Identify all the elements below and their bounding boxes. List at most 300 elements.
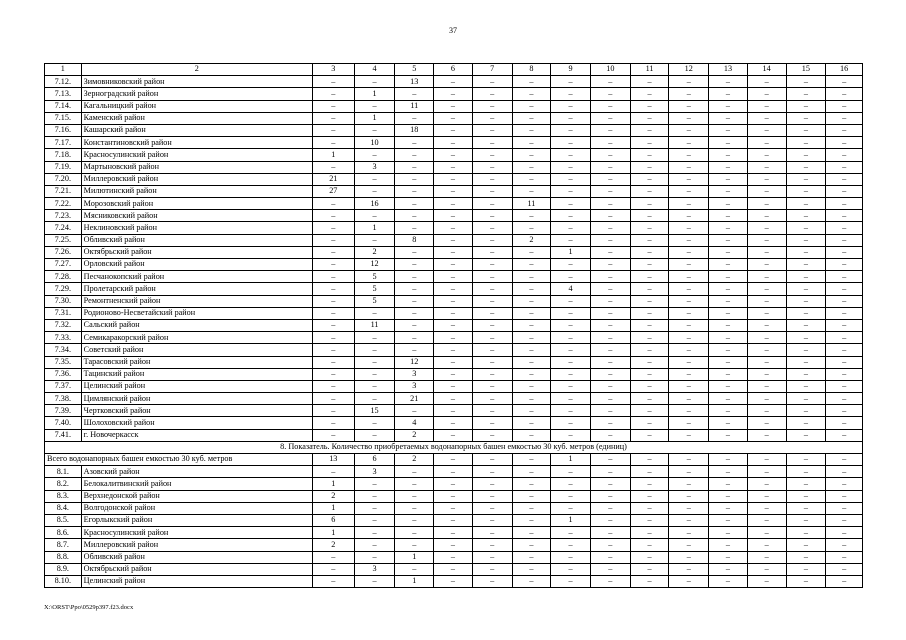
value-cell: –: [472, 380, 512, 392]
value-cell: –: [395, 514, 434, 526]
value-cell: –: [590, 124, 630, 136]
value-cell: –: [472, 173, 512, 185]
value-cell: –: [395, 246, 434, 258]
value-cell: –: [630, 124, 669, 136]
value-cell: –: [669, 405, 709, 417]
value-cell: –: [551, 173, 591, 185]
value-cell: –: [786, 259, 826, 271]
value-cell: –: [826, 137, 863, 149]
value-cell: –: [826, 210, 863, 222]
value-cell: –: [630, 307, 669, 319]
value-cell: –: [551, 332, 591, 344]
district-name: Сальский район: [81, 319, 312, 331]
row-index: 7.33.: [45, 332, 82, 344]
value-cell: –: [747, 380, 786, 392]
value-cell: 1: [354, 88, 395, 100]
value-cell: –: [512, 417, 551, 429]
row-index: 8.5.: [45, 514, 82, 526]
value-cell: 1: [354, 112, 395, 124]
value-cell: –: [630, 295, 669, 307]
document-table: [44, 63, 863, 588]
value-cell: –: [434, 478, 473, 490]
value-cell: –: [826, 368, 863, 380]
value-cell: –: [747, 234, 786, 246]
value-cell: –: [395, 137, 434, 149]
value-cell: –: [551, 234, 591, 246]
value-cell: 1: [551, 514, 591, 526]
column-number-header: 16: [826, 64, 863, 76]
value-cell: –: [669, 332, 709, 344]
value-cell: –: [590, 295, 630, 307]
value-cell: –: [395, 283, 434, 295]
table-row: [45, 575, 863, 587]
value-cell: –: [354, 429, 395, 441]
value-cell: 5: [354, 271, 395, 283]
value-cell: –: [472, 76, 512, 88]
table-row: [45, 198, 863, 210]
value-cell: –: [472, 234, 512, 246]
value-cell: –: [354, 393, 395, 405]
value-cell: –: [669, 514, 709, 526]
value-cell: –: [551, 344, 591, 356]
value-cell: –: [709, 234, 748, 246]
value-cell: –: [551, 466, 591, 478]
district-name: Советский район: [81, 344, 312, 356]
value-cell: –: [434, 185, 473, 197]
value-cell: –: [669, 222, 709, 234]
value-cell: –: [472, 100, 512, 112]
row-index: 8.6.: [45, 527, 82, 539]
value-cell: –: [590, 259, 630, 271]
value-cell: –: [354, 307, 395, 319]
column-number-header: 15: [786, 64, 826, 76]
value-cell: –: [434, 527, 473, 539]
value-cell: –: [312, 161, 354, 173]
value-cell: –: [786, 417, 826, 429]
value-cell: –: [512, 319, 551, 331]
value-cell: –: [312, 380, 354, 392]
value-cell: –: [551, 137, 591, 149]
value-cell: –: [630, 502, 669, 514]
value-cell: –: [395, 161, 434, 173]
value-cell: –: [630, 198, 669, 210]
value-cell: –: [826, 575, 863, 587]
value-cell: –: [826, 185, 863, 197]
total-value-cell: 1: [551, 454, 591, 466]
value-cell: –: [434, 222, 473, 234]
column-number-header: 7: [472, 64, 512, 76]
table-row: [45, 539, 863, 551]
table-row: [45, 490, 863, 502]
row-index: 7.35.: [45, 356, 82, 368]
value-cell: –: [630, 429, 669, 441]
value-cell: –: [747, 502, 786, 514]
value-cell: –: [826, 502, 863, 514]
value-cell: –: [747, 466, 786, 478]
value-cell: –: [786, 100, 826, 112]
value-cell: –: [434, 271, 473, 283]
row-index: 8.10.: [45, 575, 82, 587]
value-cell: –: [826, 112, 863, 124]
value-cell: –: [472, 124, 512, 136]
value-cell: –: [747, 210, 786, 222]
value-cell: –: [551, 307, 591, 319]
page-number: 37: [449, 26, 457, 35]
value-cell: –: [395, 490, 434, 502]
table-row: [45, 332, 863, 344]
value-cell: –: [630, 539, 669, 551]
value-cell: –: [590, 405, 630, 417]
value-cell: –: [472, 539, 512, 551]
value-cell: –: [354, 380, 395, 392]
value-cell: 16: [354, 198, 395, 210]
value-cell: –: [786, 295, 826, 307]
value-cell: –: [669, 575, 709, 587]
table-row: [45, 149, 863, 161]
value-cell: –: [826, 271, 863, 283]
value-cell: –: [630, 478, 669, 490]
district-name: Константиновский район: [81, 137, 312, 149]
value-cell: –: [747, 137, 786, 149]
value-cell: 1: [551, 246, 591, 258]
table-row: [45, 295, 863, 307]
value-cell: –: [312, 417, 354, 429]
value-cell: –: [747, 76, 786, 88]
value-cell: –: [472, 429, 512, 441]
table-row: [45, 222, 863, 234]
value-cell: –: [312, 198, 354, 210]
value-cell: –: [395, 112, 434, 124]
value-cell: –: [434, 502, 473, 514]
value-cell: –: [709, 405, 748, 417]
value-cell: –: [434, 514, 473, 526]
row-index: 8.4.: [45, 502, 82, 514]
value-cell: –: [512, 137, 551, 149]
value-cell: –: [630, 210, 669, 222]
value-cell: –: [590, 539, 630, 551]
value-cell: –: [590, 393, 630, 405]
value-cell: –: [472, 466, 512, 478]
value-cell: –: [709, 575, 748, 587]
value-cell: –: [590, 563, 630, 575]
value-cell: –: [747, 100, 786, 112]
value-cell: 12: [354, 259, 395, 271]
row-index: 7.16.: [45, 124, 82, 136]
column-number-header: 9: [551, 64, 591, 76]
value-cell: –: [551, 490, 591, 502]
value-cell: –: [786, 112, 826, 124]
value-cell: –: [669, 161, 709, 173]
value-cell: –: [709, 527, 748, 539]
value-cell: 2: [312, 539, 354, 551]
value-cell: –: [512, 149, 551, 161]
value-cell: –: [395, 307, 434, 319]
value-cell: –: [709, 259, 748, 271]
column-number-header: 8: [512, 64, 551, 76]
value-cell: –: [434, 76, 473, 88]
table-row: [45, 514, 863, 526]
row-index: 8.8.: [45, 551, 82, 563]
district-name: Зерноградский район: [81, 88, 312, 100]
value-cell: –: [669, 356, 709, 368]
total-value-cell: –: [590, 454, 630, 466]
value-cell: –: [512, 344, 551, 356]
value-cell: –: [709, 368, 748, 380]
row-index: 7.22.: [45, 198, 82, 210]
value-cell: –: [395, 210, 434, 222]
value-cell: –: [826, 539, 863, 551]
value-cell: –: [669, 490, 709, 502]
district-name: Неклиновский район: [81, 222, 312, 234]
value-cell: –: [630, 563, 669, 575]
value-cell: –: [395, 149, 434, 161]
row-index: 7.41.: [45, 429, 82, 441]
total-value-cell: –: [512, 454, 551, 466]
table-row: [45, 124, 863, 136]
row-index: 7.32.: [45, 319, 82, 331]
value-cell: –: [512, 563, 551, 575]
value-cell: –: [709, 100, 748, 112]
value-cell: 1: [312, 478, 354, 490]
value-cell: –: [434, 307, 473, 319]
value-cell: –: [826, 295, 863, 307]
value-cell: –: [826, 551, 863, 563]
value-cell: –: [395, 332, 434, 344]
row-index: 7.31.: [45, 307, 82, 319]
value-cell: 21: [312, 173, 354, 185]
value-cell: –: [354, 478, 395, 490]
value-cell: –: [709, 393, 748, 405]
value-cell: –: [590, 198, 630, 210]
value-cell: –: [747, 222, 786, 234]
row-index: 7.23.: [45, 210, 82, 222]
total-value-cell: –: [826, 454, 863, 466]
value-cell: –: [590, 575, 630, 587]
value-cell: –: [472, 417, 512, 429]
value-cell: –: [590, 149, 630, 161]
value-cell: –: [472, 112, 512, 124]
district-name: Обливский район: [81, 234, 312, 246]
value-cell: –: [551, 417, 591, 429]
value-cell: 1: [312, 502, 354, 514]
value-cell: –: [551, 539, 591, 551]
value-cell: –: [669, 429, 709, 441]
value-cell: –: [590, 514, 630, 526]
value-cell: –: [512, 466, 551, 478]
column-number-header: 6: [434, 64, 473, 76]
district-name: Тацинский район: [81, 368, 312, 380]
value-cell: –: [472, 344, 512, 356]
table-row: [45, 319, 863, 331]
value-cell: –: [472, 514, 512, 526]
value-cell: –: [630, 575, 669, 587]
value-cell: –: [434, 575, 473, 587]
value-cell: –: [747, 575, 786, 587]
district-name: Красносулинский район: [81, 527, 312, 539]
total-value-cell: –: [786, 454, 826, 466]
value-cell: 12: [395, 356, 434, 368]
table-row: [45, 271, 863, 283]
table-row: [45, 356, 863, 368]
value-cell: –: [354, 344, 395, 356]
value-cell: –: [472, 185, 512, 197]
value-cell: –: [630, 173, 669, 185]
value-cell: –: [354, 490, 395, 502]
value-cell: –: [512, 88, 551, 100]
row-index: 7.14.: [45, 100, 82, 112]
row-index: 8.9.: [45, 563, 82, 575]
value-cell: 2: [354, 246, 395, 258]
value-cell: –: [354, 149, 395, 161]
value-cell: –: [709, 198, 748, 210]
value-cell: –: [786, 76, 826, 88]
value-cell: –: [630, 527, 669, 539]
district-name: Кагальницкий район: [81, 100, 312, 112]
value-cell: –: [786, 356, 826, 368]
value-cell: –: [669, 100, 709, 112]
row-index: 7.34.: [45, 344, 82, 356]
value-cell: –: [709, 271, 748, 283]
district-name: г. Новочеркасск: [81, 429, 312, 441]
value-cell: –: [709, 112, 748, 124]
value-cell: –: [434, 466, 473, 478]
value-cell: –: [472, 161, 512, 173]
value-cell: –: [551, 405, 591, 417]
value-cell: –: [472, 368, 512, 380]
value-cell: –: [709, 283, 748, 295]
value-cell: –: [630, 319, 669, 331]
value-cell: 11: [512, 198, 551, 210]
row-index: 7.15.: [45, 112, 82, 124]
value-cell: –: [472, 246, 512, 258]
value-cell: –: [472, 137, 512, 149]
value-cell: –: [669, 344, 709, 356]
value-cell: –: [472, 259, 512, 271]
value-cell: 10: [354, 137, 395, 149]
value-cell: –: [472, 356, 512, 368]
total-row: [45, 454, 863, 466]
value-cell: –: [590, 222, 630, 234]
value-cell: –: [512, 514, 551, 526]
table-row: [45, 161, 863, 173]
file-path-footer: X:\ORST\Ppo\0529p397.f23.docx: [44, 604, 134, 611]
value-cell: –: [709, 88, 748, 100]
value-cell: –: [747, 149, 786, 161]
value-cell: –: [472, 88, 512, 100]
district-name: Песчанокопский район: [81, 271, 312, 283]
value-cell: –: [472, 283, 512, 295]
value-cell: –: [709, 173, 748, 185]
value-cell: –: [747, 246, 786, 258]
value-cell: –: [786, 137, 826, 149]
value-cell: –: [747, 393, 786, 405]
district-name: Обливский район: [81, 551, 312, 563]
value-cell: –: [630, 551, 669, 563]
value-cell: –: [590, 368, 630, 380]
value-cell: –: [354, 514, 395, 526]
value-cell: –: [590, 356, 630, 368]
value-cell: –: [826, 527, 863, 539]
value-cell: –: [395, 185, 434, 197]
value-cell: –: [786, 271, 826, 283]
row-index: 7.25.: [45, 234, 82, 246]
district-name: Мартыновский район: [81, 161, 312, 173]
value-cell: –: [630, 161, 669, 173]
value-cell: –: [512, 356, 551, 368]
value-cell: –: [395, 198, 434, 210]
district-name: Октябрьский район: [81, 563, 312, 575]
value-cell: –: [747, 344, 786, 356]
value-cell: –: [669, 307, 709, 319]
value-cell: –: [786, 429, 826, 441]
value-cell: –: [826, 393, 863, 405]
value-cell: –: [590, 112, 630, 124]
value-cell: –: [709, 137, 748, 149]
value-cell: –: [551, 259, 591, 271]
value-cell: –: [434, 88, 473, 100]
value-cell: –: [434, 210, 473, 222]
district-name: Милютинский район: [81, 185, 312, 197]
total-value-cell: 6: [354, 454, 395, 466]
value-cell: –: [786, 514, 826, 526]
table-row: [45, 429, 863, 441]
row-index: 8.7.: [45, 539, 82, 551]
value-cell: –: [709, 514, 748, 526]
district-name: Зимовниковский район: [81, 76, 312, 88]
value-cell: –: [590, 283, 630, 295]
value-cell: –: [472, 222, 512, 234]
value-cell: –: [786, 234, 826, 246]
value-cell: –: [826, 149, 863, 161]
value-cell: –: [551, 222, 591, 234]
value-cell: –: [312, 563, 354, 575]
row-index: 8.2.: [45, 478, 82, 490]
value-cell: –: [512, 332, 551, 344]
value-cell: –: [512, 246, 551, 258]
district-name: Чертковский район: [81, 405, 312, 417]
value-cell: –: [354, 100, 395, 112]
value-cell: –: [354, 173, 395, 185]
value-cell: –: [826, 466, 863, 478]
district-name: Мясниковский район: [81, 210, 312, 222]
value-cell: –: [786, 393, 826, 405]
table-row: [45, 234, 863, 246]
value-cell: –: [551, 149, 591, 161]
value-cell: –: [747, 173, 786, 185]
value-cell: –: [630, 112, 669, 124]
value-cell: –: [312, 295, 354, 307]
value-cell: –: [826, 344, 863, 356]
value-cell: 13: [395, 76, 434, 88]
total-label: Всего водонапорных башен емкостью 30 куб. метров: [45, 454, 313, 466]
value-cell: –: [630, 76, 669, 88]
value-cell: –: [551, 380, 591, 392]
value-cell: –: [312, 210, 354, 222]
value-cell: –: [826, 405, 863, 417]
row-index: 7.38.: [45, 393, 82, 405]
table-row: [45, 380, 863, 392]
value-cell: –: [747, 368, 786, 380]
value-cell: –: [590, 344, 630, 356]
value-cell: –: [551, 478, 591, 490]
value-cell: –: [786, 210, 826, 222]
value-cell: –: [512, 210, 551, 222]
row-index: 7.29.: [45, 283, 82, 295]
table-row: [45, 210, 863, 222]
row-index: 7.21.: [45, 185, 82, 197]
value-cell: –: [826, 234, 863, 246]
value-cell: –: [512, 405, 551, 417]
